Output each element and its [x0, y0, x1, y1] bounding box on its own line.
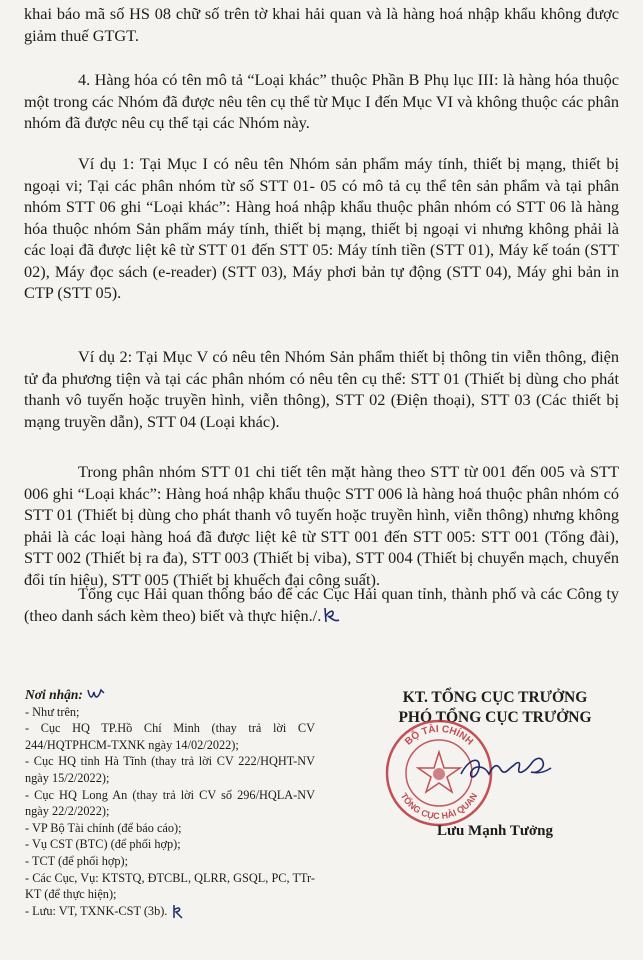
paragraph-example-1: Ví dụ 1: Tại Mục I có nêu tên Nhóm sản phẩm máy tính, thiết bị mạng, thiết bị ngoại vi; Tại các phân nhóm từ số STT 01- 05 có mô tả cụ thể tên sản phẩm và tại phân nhóm STT 06 ghi “Loại khác”: Hàng hoá nhập khẩu thuộc phân nhóm có STT 06 là hàng hóa thuộc nhóm Sản phẩm máy tính, thiết bị mạng, thiết bị ngoại vi nhưng không phải là các loại đã được liệt kê từ STT 01 đến STT 05: Máy tính tiền (STT 01), Máy kế toán (STT 02), Máy đọc sách (e-reader) (STT 03), Máy phơi bản tự động (STT 04), Máy ghi bản in CTP (STT 05). [24, 154, 619, 302]
svg-text:TỔNG CỤC HẢI QUAN: TỔNG CỤC HẢI QUAN [398, 791, 480, 822]
initial-mark-icon [86, 687, 106, 701]
closing-text: Tổng cục Hải quan thông báo để các Cục Hải quan tỉnh, thành phố và các Công ty (theo danh sách kèm theo) biết và thực hiện./. [24, 584, 619, 625]
paragraph-item-4: 4. Hàng hóa có tên mô tả “Loại khác” thuộc Phần B Phụ lục III: là hàng hóa thuộc một trong các Nhóm đã được nêu tên cụ thể từ Mục I đến Mục VI và không thuộc các phân nhóm đã được nêu cụ thể tại các Nhóm này. [24, 70, 619, 132]
initial-mark-icon [321, 606, 343, 624]
handwritten-signature-icon [455, 748, 555, 790]
recipient-item: - Cục HQ tỉnh Hà Tĩnh (thay trả lời CV 222/HQHT-NV ngày 15/2/2022); [25, 754, 315, 785]
paragraph-continuation: khai báo mã số HS 08 chữ số trên tờ khai hải quan và là hàng hoá nhập khẩu không được giảm thuế GTGT. [24, 4, 619, 45]
recipients-block [25, 687, 315, 919]
recipient-item: - VP Bộ Tài chính (để báo cáo); [25, 820, 182, 835]
recipient-item: - Lưu: VT, TXNK-CST (3b). [25, 903, 168, 918]
recipient-item: - Vụ CST (BTC) (để phối hợp); [25, 837, 181, 852]
recipient-item: - Các Cục, Vụ: KTSTQ, ĐTCBL, QLRR, GSQL, PC, TTr-KT (để thực hiện); [25, 870, 315, 902]
recipient-item: - TCT (để phối hợp); [25, 853, 129, 868]
svg-text:BỘ TÀI CHÍNH: BỘ TÀI CHÍNH [403, 723, 475, 748]
recipient-last-row [25, 903, 315, 920]
signer-title-line1: KT. TỔNG CỤC TRƯỞNG [402, 689, 588, 706]
paragraph-example-2-detail: Trong phân nhóm STT 01 chi tiết tên mặt hàng theo STT từ 001 đến 005 và STT 006 ghi “Loại khác”: Hàng hoá nhập khẩu thuộc STT 006 là hàng hoá thuộc phân nhóm có STT 01 (Thiết bị dùng cho phát thanh vô tuyến hoặc truyền hình, viễn thông) nhưng không phải là các loại hàng hoá đã được liệt kê từ STT 001 đến STT 005: STT 001 (Tổng đài), STT 002 (Thiết bị ra đa), STT 003 (Thiết bị viba), STT 004 (Thiết bị chuyển mạch, chuyển đổi tín hiệu), STT 005 (Thiết bị khuếch đại công suất). [24, 462, 619, 589]
recipient-item: - Cục HQ TP.Hồ Chí Minh (thay trả lời CV 244/HQTPHCM-TXNK ngày 14/02/2022); [25, 721, 315, 752]
signer-name: Lưu Mạnh Tưởng [436, 823, 554, 839]
recipient-item: - Như trên; [25, 704, 80, 719]
recipients-header [25, 687, 315, 704]
recipient-item: - Cục HQ Long An (thay trả lời CV số 296/HQLA-NV ngày 22/2/2022); [25, 787, 315, 819]
signer-title-line2: PHÓ TỔNG CỤC TRƯỞNG [398, 709, 592, 726]
paragraph-example-2: Ví dụ 2: Tại Mục V có nêu tên Nhóm Sản phẩm thiết bị thông tin viễn thông, điện tử đa phương tiện và tại các phân nhóm có nêu tên cụ thể: STT 01 (Thiết bị dùng cho phát thanh vô tuyến hoặc truyền hình, viễn thông), STT 02 (Điện thoại), STT 03 (Các thiết bị mạng truyền dẫn), STT 04 (Loại khác). [24, 347, 619, 431]
paragraph-closing [24, 583, 619, 626]
recipients-title: Nơi nhận: [25, 687, 83, 702]
initial-mark-icon [170, 903, 186, 919]
